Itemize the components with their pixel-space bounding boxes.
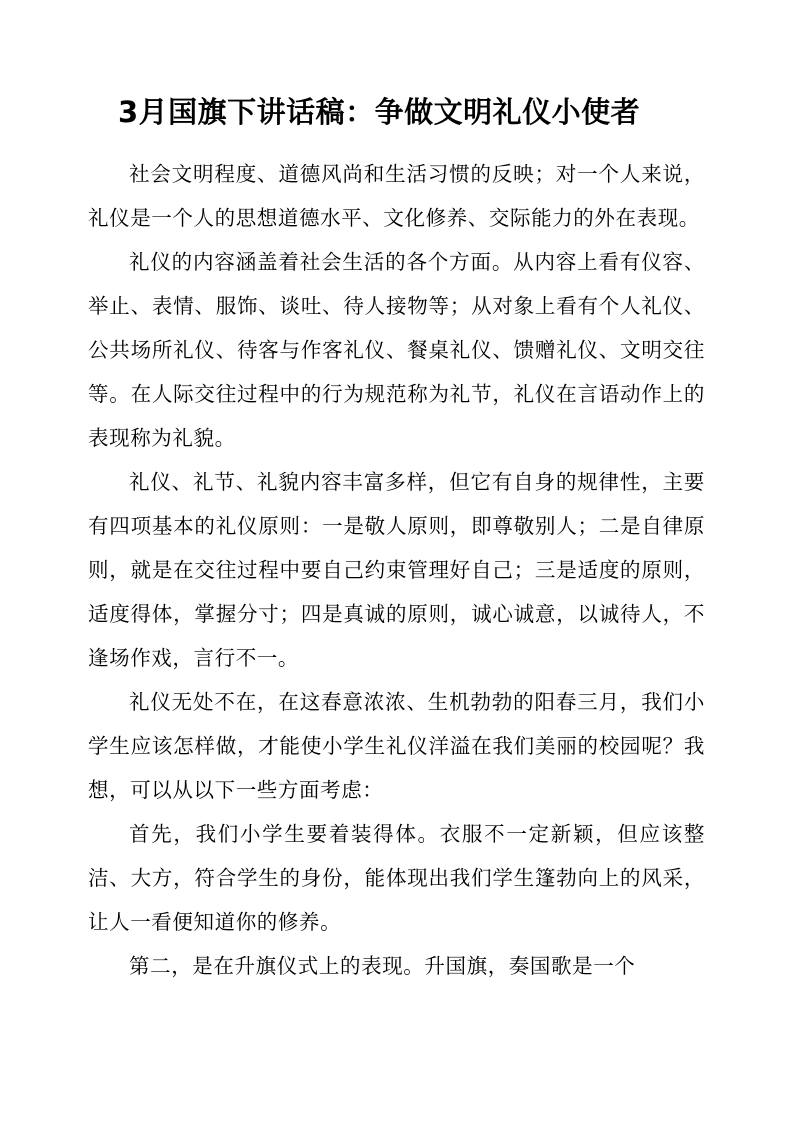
paragraph: 礼仪的内容涵盖着社会生活的各个方面。从内容上看有仪容、举止、表情、服饰、谈吐、待人接物等；从对象上看有个人礼仪、公共场所礼仪、待客与作客礼仪、餐桌礼仪、馈赠礼仪、文明交往等。在人际交往过程中的行为规范称为礼节，礼仪在言语动作上的表现称为礼貌。: [88, 250, 705, 450]
paragraph: 首先，我们小学生要着装得体。衣服不一定新颖，但应该整洁、大方，符合学生的身份，能体现出我们学生篷勃向上的风采，让人一看便知道你的修养。: [88, 822, 705, 934]
page-title: 3月国旗下讲话稿：争做文明礼仪小使者: [118, 95, 641, 129]
paragraph: 社会文明程度、道德风尚和生活习惯的反映；对一个人来说，礼仪是一个人的思想道德水平、文化修养、交际能力的外在表现。: [88, 162, 705, 230]
paragraph: 第二，是在升旗仪式上的表现。升国旗，奏国歌是一个: [129, 954, 636, 978]
paragraph: 礼仪无处不在，在这春意浓浓、生机勃勃的阳春三月，我们小学生应该怎样做，才能使小学生礼仪洋溢在我们美丽的校园呢？我想，可以从以下一些方面考虑：: [88, 690, 705, 802]
paragraph: 礼仪、礼节、礼貌内容丰富多样，但它有自身的规律性，主要有四项基本的礼仪原则：一是敬人原则，即尊敬别人；二是自律原则，就是在交往过程中要自己约束管理好自己；三是适度的原则，适度得体，掌握分寸；四是真诚的原则，诚心诚意，以诚待人，不逢场作戏，言行不一。: [88, 470, 705, 670]
document-body: [88, 152, 705, 988]
